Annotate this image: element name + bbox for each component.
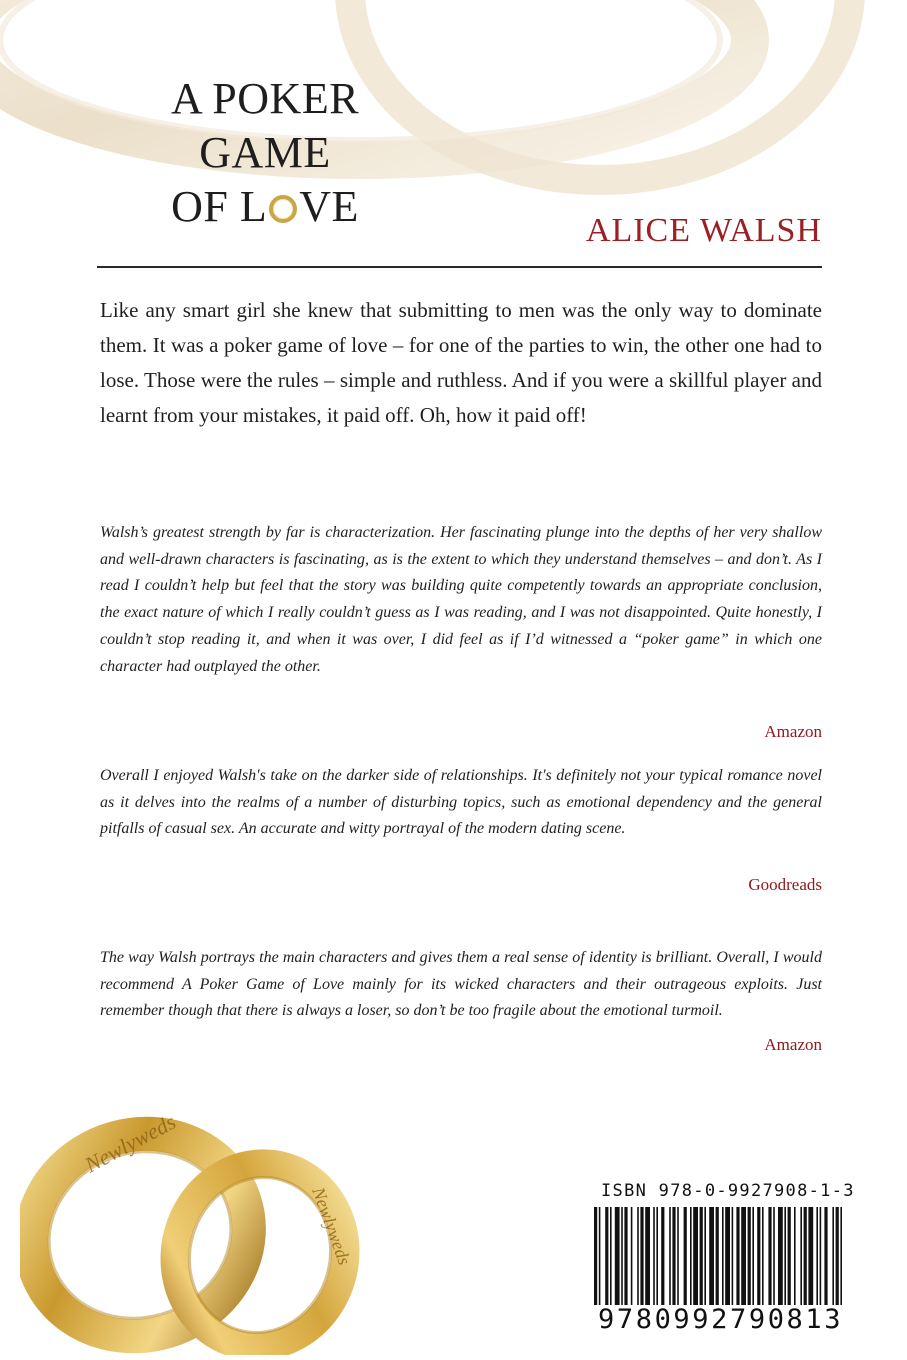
book-blurb: Like any smart girl she knew that submitting to men was the only way to dominate them. It was a poker game of love – for one of the parties to win, the other one had to lose. Those were the rules – simple and ruthless. And if you were a skillful player and learnt from your mistakes, it paid off. Oh, how it paid off! — [100, 298, 822, 427]
review-2-source: Goodreads — [748, 875, 822, 894]
barcode-bar — [704, 1207, 706, 1305]
title-line-1: A POKER — [170, 74, 360, 123]
review-1-source: Amazon — [764, 722, 822, 741]
top-rings-image — [0, 0, 907, 230]
barcode-bar — [816, 1207, 818, 1305]
barcode-bar — [784, 1207, 786, 1305]
barcode-bar — [840, 1207, 842, 1305]
barcode-bar — [661, 1207, 664, 1305]
barcode-bar — [820, 1207, 822, 1305]
barcode-bar — [794, 1207, 796, 1305]
barcode-bar — [741, 1207, 746, 1305]
title-line-2: GAME — [199, 128, 331, 177]
barcode-bar — [690, 1207, 692, 1305]
barcode-area — [584, 1180, 855, 1350]
barcode-bar — [732, 1207, 734, 1305]
barcode-bar — [762, 1207, 764, 1305]
barcode-bar — [832, 1207, 834, 1305]
barcode-bar — [645, 1207, 650, 1305]
ring-letter-o-icon — [269, 195, 297, 223]
barcode-bar — [677, 1207, 679, 1305]
author-name: ALICE WALSH — [585, 212, 822, 249]
barcode-bar — [693, 1207, 698, 1305]
barcode-bar — [640, 1207, 643, 1305]
barcode-bar — [788, 1207, 791, 1305]
barcode-bar — [637, 1207, 639, 1305]
barcode-bar — [800, 1207, 802, 1305]
barcode-bar — [725, 1207, 730, 1305]
title-part-b: VE — [299, 182, 359, 231]
barcode-bar — [631, 1207, 633, 1305]
review-3-source: Amazon — [764, 1035, 822, 1054]
barcode-bar — [768, 1207, 771, 1305]
barcode-bar — [709, 1207, 714, 1305]
barcode-bar — [824, 1207, 827, 1305]
barcode-bar — [594, 1207, 597, 1305]
barcode-bar — [624, 1207, 627, 1305]
barcode-bar — [757, 1207, 760, 1305]
barcode-bar — [672, 1207, 675, 1305]
barcode-bar — [836, 1207, 839, 1305]
barcode-bar — [656, 1207, 658, 1305]
barcode-bar — [773, 1207, 775, 1305]
title-part-a: OF L — [171, 182, 268, 231]
barcode-bar — [669, 1207, 671, 1305]
ring-engraving-1: Newlyweds — [80, 1108, 180, 1178]
review-1: Walsh’s greatest strength by far is characterization. Her fascinating plunge into the depths of her very shallow and well-drawn characters is fascinating, as is the extent to which they understand themselves – and don’t. As I read I couldn’t help but feel that the story was building quite competently towards an appropriate conclusion, the exact nature of which I really couldn’t guess as I was reading, and I was not disappointed. Quite honestly, I couldn’t stop reading it, and when it was over, I did feel as if I’d witnessed a “poker game” in which one character had outplayed the other. — [100, 524, 822, 675]
barcode-bar — [736, 1207, 739, 1305]
barcode-bar — [653, 1207, 655, 1305]
barcode-digits: 9780992790813 — [598, 1304, 844, 1335]
wedding-rings-image — [20, 1075, 380, 1355]
barcode-bar — [778, 1207, 783, 1305]
barcode-icon — [592, 1207, 847, 1307]
barcode-bar — [716, 1207, 719, 1305]
barcode-bar — [621, 1207, 623, 1305]
barcode-bar — [804, 1207, 807, 1305]
barcode-bar — [605, 1207, 608, 1305]
barcode-bar — [808, 1207, 813, 1305]
book-title — [140, 72, 390, 234]
title-line-3 — [140, 180, 390, 234]
barcode-bar — [748, 1207, 751, 1305]
barcode-bar — [610, 1207, 612, 1305]
barcode-bar — [752, 1207, 754, 1305]
review-3: The way Walsh portrays the main characters and gives them a real sense of identity is brilliant. Overall, I would recommend A Poker Game of Love mainly for its wicked characters and their outrageous exploits. Just remember though that there is always a loser, so don’t be too fragile about the emotional turmoil. — [100, 949, 822, 1020]
barcode-bar — [615, 1207, 620, 1305]
title-divider — [97, 266, 822, 268]
barcode-bar — [722, 1207, 724, 1305]
ring-engraving-2: Newlyweds — [308, 1184, 355, 1268]
isbn-label: ISBN 978-0-9927908-1-3 — [601, 1181, 855, 1201]
barcode-bar — [700, 1207, 703, 1305]
review-2: Overall I enjoyed Walsh's take on the darker side of relationships. It's definitely not your typical romance novel as it delves into the realms of a number of disturbing topics, such as emotional dependency and the general pitfalls of casual sex. An accurate and witty portrayal of the modern dating scene. — [100, 767, 822, 838]
barcode-bar — [684, 1207, 687, 1305]
barcode-bar — [599, 1207, 601, 1305]
